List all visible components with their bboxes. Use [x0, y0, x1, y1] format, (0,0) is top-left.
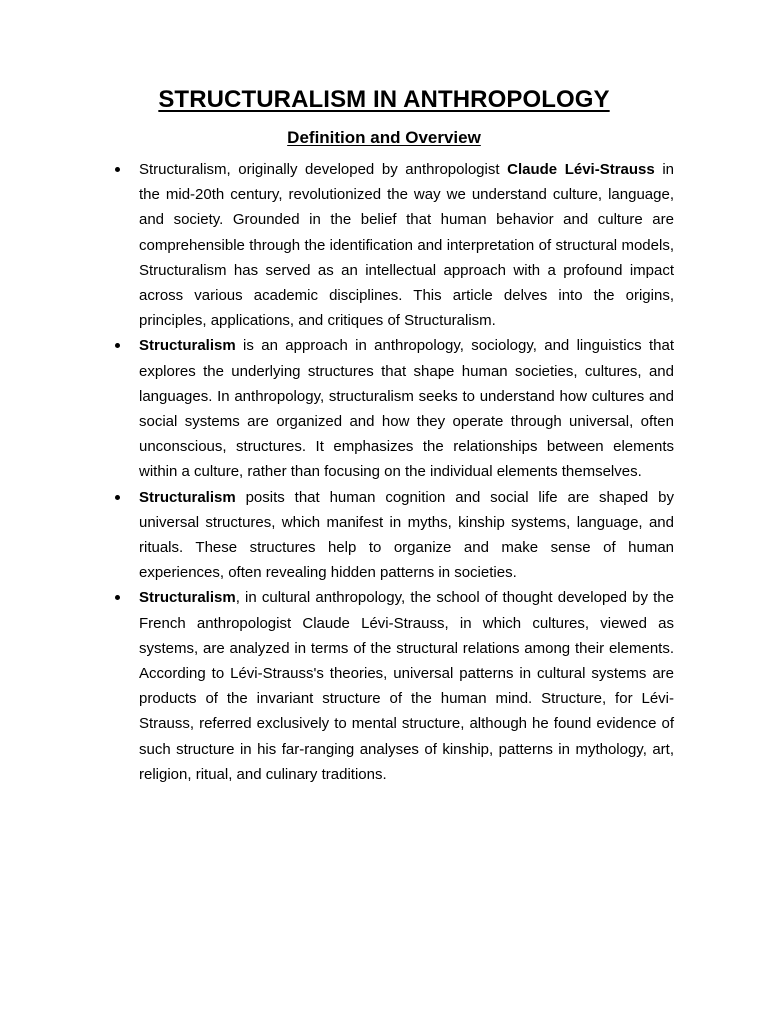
bullet-bold-text: Structuralism	[139, 488, 236, 506]
list-item	[139, 333, 674, 484]
list-item	[139, 485, 674, 586]
list-item	[139, 585, 674, 787]
bullet-list	[139, 157, 674, 787]
bullet-body-text: is an approach in anthropology, sociology, and linguistics that explores the underlying structures that shape human societies, cultures, and languages. In anthropology, structuralism seeks to understand how cultures and social systems are organized and how they operate through universal, often unconscious, structures. It emphasizes the relationships between elements within a culture, rather than focusing on the individual elements themselves.	[139, 337, 674, 481]
section-subtitle: Definition and Overview	[287, 128, 481, 147]
bullet-bold-text: Structuralism	[139, 337, 236, 355]
bullet-body-text: , in cultural anthropology, the school of thought developed by the French anthropologist Claude Lévi-Strauss, in which cultures, viewed as systems, are analyzed in terms of the structural relations among their elements. According to Lévi-Strauss's theories, universal patterns in cultural systems are products of the invariant structure of the human mind. Structure, for Lévi-Strauss, referred exclusively to mental structure, although he found evidence of such structure in his far-ranging analyses of kinship, patterns in mythology, art, religion, ritual, and culinary traditions.	[139, 589, 674, 783]
bullet-body-text: posits that human cognition and social life are shaped by universal structures, which manifest in myths, kinship systems, language, and rituals. These structures help to organize and make sense of human experiences, often revealing hidden patterns in societies.	[139, 488, 674, 582]
bullet-bold-text: Claude Lévi-Strauss	[507, 161, 655, 178]
bullet-lead-text: Structuralism, originally developed by anthropologist	[139, 161, 508, 178]
page-title: STRUCTURALISM IN ANTHROPOLOGY	[158, 86, 610, 113]
list-item	[139, 157, 674, 333]
bullet-body-text: in the mid-20th century, revolutionized the way we understand culture, language, and society. Grounded in the belief that human behavior and culture are comprehensible through the identification and interpretation of structural models, Structuralism has served as an intellectual approach with a profound impact across various academic disciplines. This article delves into the origins, principles, applications, and critiques of Structuralism.	[139, 161, 675, 330]
bullet-bold-text: Structuralism	[139, 589, 236, 607]
